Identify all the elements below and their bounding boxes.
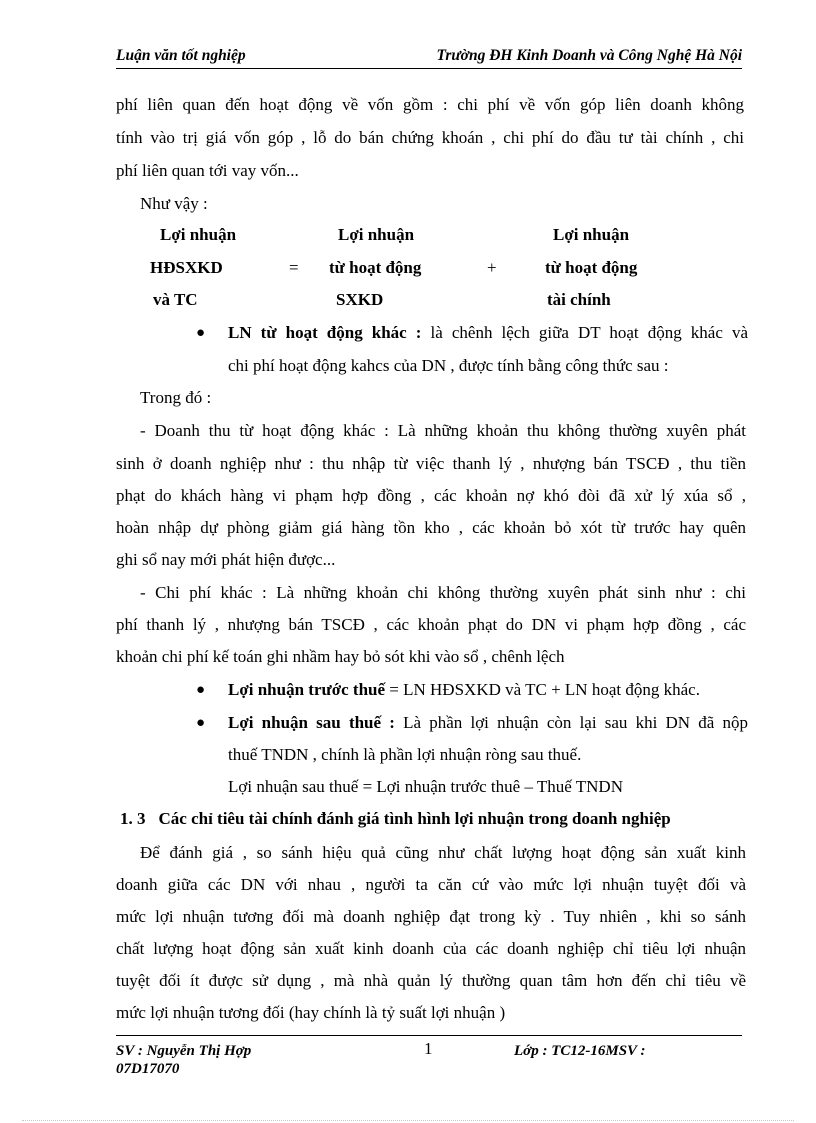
formula-term-3-line-2: từ hoạt động [545, 258, 638, 277]
paragraph-line: - Chi phí khác : Là những khoản chi không thường xuyên phát sinh như : chi [140, 583, 746, 602]
paragraph-line: ghi sổ nay mới phát hiện được... [116, 550, 336, 569]
after-tax-formula: Lợi nhuận sau thuế = Lợi nhuận trước thuê – Thuế TNDN [228, 777, 623, 796]
bullet-line: thuế TNDN , chính là phần lợi nhuận ròng sau thuế. [228, 745, 582, 764]
formula-term-1-line-1: Lợi nhuận [160, 225, 237, 244]
bullet-dot-icon: ● [196, 715, 206, 731]
footer-divider [116, 1035, 742, 1036]
header-university: Trường ĐH Kinh Doanh và Công Nghệ Hà Nội [436, 47, 742, 64]
bullet-line: chi phí hoạt động kahcs của DN , được tính bằng công thức sau : [228, 356, 669, 375]
bullet-text: là chênh lệch giữa DT hoạt động khác và [421, 323, 748, 342]
paragraph-line: tính vào trị giá vốn góp , lỗ do bán chứng khoán , chi phí do đầu tư tài chính , chi [116, 128, 744, 147]
bullet-bold-term: LN từ hoạt động khác : [228, 323, 422, 342]
section-number: 1. 3 [120, 809, 146, 828]
bullet-line [228, 680, 700, 700]
bullet-bold-term: Lợi nhuận trước thuế [228, 680, 386, 699]
formula-term-2-line-2: từ hoạt động [329, 258, 422, 277]
paragraph-line: - Doanh thu từ hoạt động khác : Là những khoản thu không thường xuyên phát [140, 421, 746, 440]
bullet-line [228, 713, 748, 733]
formula-equals-sign: = [289, 258, 299, 277]
formula-term-1-line-2: HĐSXKD [150, 258, 223, 277]
formula-term-2-line-3: SXKD [336, 290, 384, 309]
page-bottom-dotted-border [22, 1120, 794, 1121]
bullet-line [228, 323, 748, 343]
formula-plus-sign: + [487, 258, 497, 277]
footer-student-name: SV : Nguyễn Thị Hợp [116, 1043, 252, 1059]
paragraph-line: chất lượng hoạt động sản xuất kinh doanh của các doanh nghiệp chỉ tiêu lợi nhuận [116, 939, 746, 958]
formula-term-2-line-1: Lợi nhuận [338, 225, 415, 244]
page-number: 1 [424, 1039, 433, 1058]
formula-term-3-line-3: tài chính [547, 290, 611, 309]
header-divider [116, 68, 742, 69]
paragraph-line: phí liên quan đến hoạt động về vốn gồm : chi phí về vốn góp liên doanh không [116, 95, 744, 114]
paragraph-line: mức lợi nhuận tương đối (hay chính là tỷ suất lợi nhuận ) [116, 1003, 506, 1022]
bullet-dot-icon: ● [196, 682, 206, 698]
paragraph-line: phí liên quan tới vay vốn... [116, 161, 299, 180]
bullet-text: Là phần lợi nhuận còn lại sau khi DN đã nộp [394, 713, 749, 732]
paragraph-line: khoản chi phí kế toán ghi nhầm hay bỏ sót khi vào sổ , chênh lệch [116, 647, 565, 666]
paragraph-line: phí thanh lý , nhượng bán TSCĐ , các khoản phạt do DN vi phạm hợp đồng , các [116, 615, 746, 634]
page-header [116, 47, 742, 67]
paragraph-line: doanh giữa các DN với nhau , người ta căn cứ vào mức lợi nhuận tuyệt đối và [116, 875, 746, 894]
footer-class-info: Lớp : TC12-16MSV : [514, 1043, 646, 1059]
formula-term-1-line-3: và TC [153, 290, 198, 309]
bullet-bold-term: Lợi nhuận sau thuế : [228, 713, 395, 732]
paragraph-line: Để đánh giá , so sánh hiệu quả cũng như chất lượng hoạt động sản xuất kinh [140, 843, 746, 862]
paragraph-line: phạt do khách hàng vi phạm hợp đồng , các khoản nợ khó đòi đã xử lý xúa sổ , [116, 486, 746, 505]
bullet-dot-icon: ● [196, 325, 206, 341]
section-title: Các chỉ tiêu tài chính đánh giá tình hình lợi nhuận trong doanh nghiệp [158, 809, 671, 828]
paragraph-line: hoàn nhập dự phòng giảm giá hàng tồn kho , các khoản bỏ xót từ trước hay quên [116, 518, 746, 537]
footer-student-id: 07D17070 [116, 1061, 180, 1077]
formula-term-3-line-1: Lợi nhuận [553, 225, 630, 244]
paragraph-line: mức lợi nhuận tương đối mà doanh nghiệp đạt trong kỳ . Tuy nhiên , khi so sánh [116, 907, 746, 926]
paragraph-line: tuyệt đối ít được sử dụng , mà nhà quản lý thường quan tâm hơn đến chỉ tiêu về [116, 971, 746, 990]
bullet-text: = LN HĐSXKD và TC + LN hoạt động khác. [385, 680, 700, 699]
nhu-vay-label: Như vậy : [140, 194, 208, 213]
header-thesis-title: Luận văn tốt nghiệp [116, 47, 246, 64]
section-heading [120, 809, 671, 829]
trong-do-label: Trong đó : [140, 388, 212, 407]
paragraph-line: sinh ở doanh nghiệp như : thu nhập từ việc thanh lý , nhượng bán TSCĐ , thu tiền [116, 454, 746, 473]
